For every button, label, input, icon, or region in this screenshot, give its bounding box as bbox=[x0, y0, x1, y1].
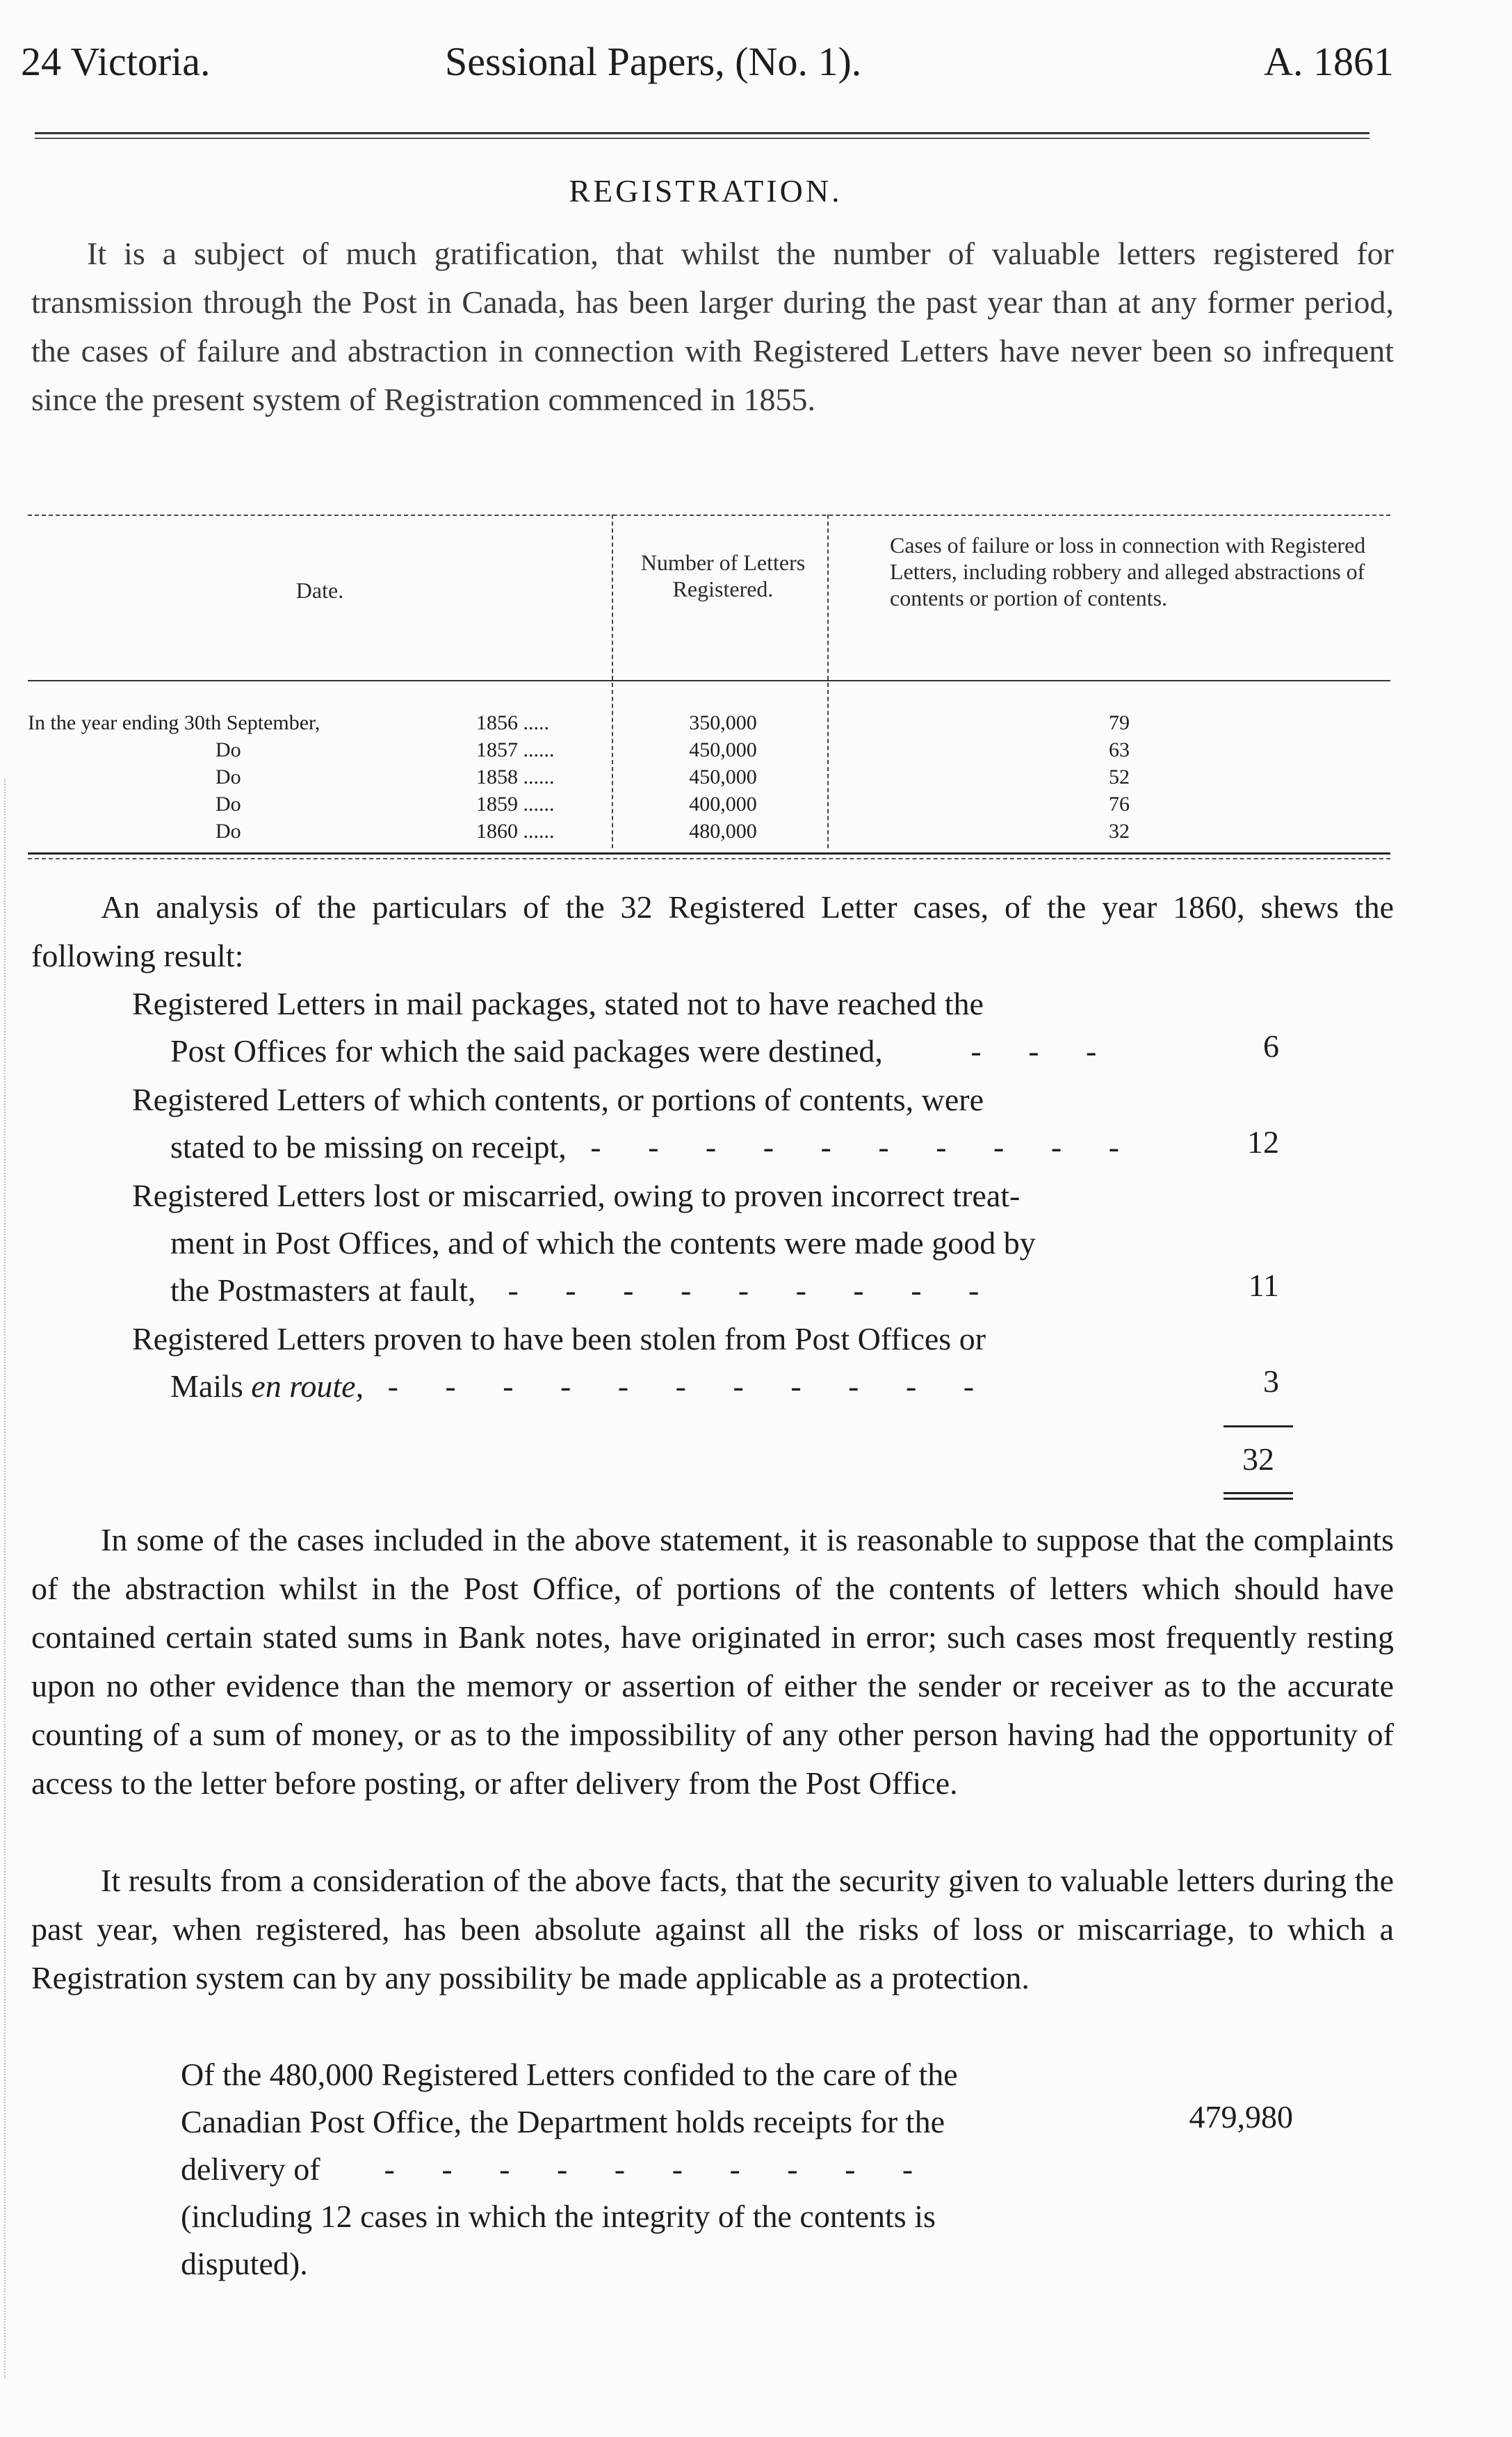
receipt-text: Of the 480,000 Registered Letters confided to the care of the bbox=[181, 2057, 958, 2092]
row-label: Do bbox=[216, 820, 241, 843]
item-text-italic: en route, bbox=[251, 1368, 364, 1404]
table-row bbox=[28, 820, 1390, 848]
row-label: Do bbox=[216, 766, 241, 788]
leader-dashes: - - - - - - - - - bbox=[507, 1272, 999, 1308]
item-text: stated to be missing on receipt, bbox=[170, 1129, 567, 1165]
receipt-text: delivery of bbox=[181, 2151, 320, 2187]
row-year: 1857 ...... bbox=[476, 738, 555, 761]
row-label: Do bbox=[216, 738, 241, 761]
row-number: 450,000 bbox=[689, 738, 757, 761]
header-rule-thin bbox=[35, 138, 1369, 139]
analysis-item bbox=[132, 1172, 1203, 1314]
item-text: Registered Letters lost or miscarried, owing to proven incorrect treat- bbox=[132, 1178, 1021, 1213]
intro-paragraph: It is a subject of much gratification, that whilst the number of valuable letters registered for transmission through the Post in Canada, has been larger during the past year than at any former period, the cases of failure and abstraction in connection with Registered Letters have never been so infrequent since the present system of Registration commenced in 1855. bbox=[31, 236, 1394, 417]
item-text: Mails bbox=[170, 1368, 243, 1404]
page-edge-shadow bbox=[4, 779, 8, 2378]
table-row bbox=[28, 793, 1390, 820]
receipt-text: disputed). bbox=[181, 2246, 308, 2281]
item-value: 6 bbox=[1263, 1028, 1279, 1064]
leader-dashes: - - - bbox=[970, 1033, 1116, 1069]
leader-dashes: - - - - - - - - - - - bbox=[387, 1368, 994, 1404]
row-label: Do bbox=[216, 793, 241, 816]
analysis-item bbox=[132, 980, 1203, 1075]
item-text: Registered Letters proven to have been stolen from Post Offices or bbox=[132, 1321, 986, 1357]
header-title: Sessional Papers, (No. 1). bbox=[445, 39, 862, 84]
item-value: 3 bbox=[1263, 1363, 1279, 1399]
security-paragraph: It results from a consideration of the above facts, that the security given to valuable letters during the past year, when registered, has been absolute against all the risks of loss or miscarriage, to which a Registration system can by any possibility be made applicable as a protection. bbox=[31, 1863, 1394, 1995]
analysis-total: 32 bbox=[1242, 1441, 1274, 1477]
complaints-paragraph: In some of the cases included in the above statement, it is reasonable to suppose that the complaints of the abstraction whilst in the Post Office, of portions of the contents of letters which should have contained certain stated sums in Bank notes, have originated in error; such cases most frequently resting upon no other evidence than the memory or assertion of either the sender or receiver as to the accurate counting of a sum of money, or as to the impossibility of any other person having had the opportunity of access to the letter before posting, or after delivery from the Post Office. bbox=[31, 1522, 1394, 1801]
header-number: Number of Letters Registered. bbox=[640, 550, 806, 601]
row-number: 400,000 bbox=[689, 793, 757, 816]
total-rule bbox=[1224, 1498, 1293, 1500]
leader-dashes: - - - - - - - - - - bbox=[384, 2151, 933, 2187]
total-rule bbox=[1224, 1492, 1293, 1494]
table-bottom-rule-thin bbox=[28, 858, 1390, 859]
table-top-rule bbox=[28, 515, 1390, 516]
receipt-text: Canadian Post Office, the Department holds receipts for the bbox=[181, 2104, 945, 2139]
row-cases: 63 bbox=[1109, 738, 1130, 761]
row-cases: 32 bbox=[1109, 820, 1130, 843]
table-row bbox=[28, 711, 1390, 739]
row-number: 450,000 bbox=[689, 766, 757, 788]
table-header-rule bbox=[28, 680, 1390, 681]
row-year: 1856 ..... bbox=[476, 711, 549, 734]
receipt-statement bbox=[181, 2051, 1154, 2288]
item-text: Post Offices for which the said packages were destined, bbox=[170, 1033, 883, 1069]
row-cases: 52 bbox=[1109, 766, 1130, 788]
item-text: ment in Post Offices, and of which the contents were made good by bbox=[170, 1225, 1036, 1261]
header-cases: Cases of failure or loss in connection with Registered Letters, including robbery and alleged abstractions of contents or portion of contents. bbox=[890, 533, 1366, 610]
leader-dashes: - - - - - - - - - - bbox=[590, 1129, 1139, 1165]
receipt-value: 479,980 bbox=[1189, 2099, 1293, 2135]
header-right: A. 1861 bbox=[1264, 39, 1394, 84]
sum-rule bbox=[1224, 1425, 1293, 1427]
item-text: the Postmasters at fault, bbox=[170, 1272, 476, 1308]
row-label: In the year ending 30th September, bbox=[28, 711, 320, 734]
analysis-intro: An analysis of the particulars of the 32 Registered Letter cases, of the year 1860, shews the following result: bbox=[31, 889, 1394, 973]
row-number: 480,000 bbox=[689, 820, 757, 843]
row-year: 1860 ...... bbox=[476, 820, 555, 843]
table-bottom-rule bbox=[28, 852, 1390, 855]
row-cases: 79 bbox=[1109, 711, 1130, 734]
header-left: 24 Victoria. bbox=[21, 39, 211, 84]
item-value: 12 bbox=[1247, 1124, 1279, 1160]
row-number: 350,000 bbox=[689, 711, 757, 734]
table-row bbox=[28, 766, 1390, 793]
analysis-item bbox=[132, 1076, 1203, 1171]
receipt-text: (including 12 cases in which the integrity of the contents is bbox=[181, 2199, 936, 2234]
row-year: 1859 ...... bbox=[476, 793, 555, 816]
row-cases: 76 bbox=[1109, 793, 1130, 816]
item-value: 11 bbox=[1248, 1268, 1279, 1303]
analysis-item bbox=[132, 1315, 1203, 1410]
item-text: Registered Letters in mail packages, stated not to have reached the bbox=[132, 986, 984, 1021]
header-date: Date. bbox=[295, 578, 344, 603]
row-year: 1858 ...... bbox=[476, 766, 555, 788]
section-title: REGISTRATION. bbox=[569, 173, 843, 209]
header-rule bbox=[35, 132, 1369, 134]
table-row bbox=[28, 738, 1390, 766]
item-text: Registered Letters of which contents, or portions of contents, were bbox=[132, 1082, 984, 1117]
